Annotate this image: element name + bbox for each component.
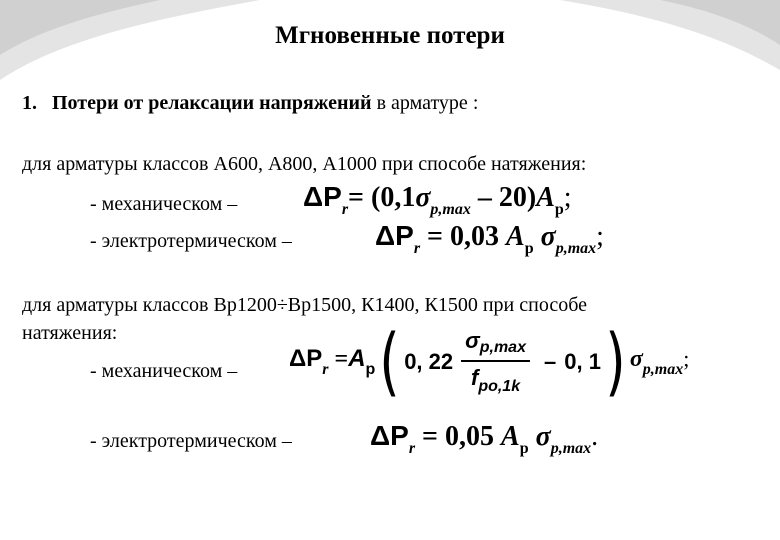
item-1-rest: в арматуре :	[371, 92, 479, 114]
sub-p: p	[524, 240, 534, 257]
formula-body: = (0,1	[348, 182, 416, 213]
sub-r: r	[413, 240, 421, 257]
sigma: σ	[533, 221, 556, 252]
sigma: σ	[528, 421, 551, 452]
item-1	[22, 92, 478, 115]
section1-mech-formula	[303, 181, 572, 219]
delta-p: ΔP	[370, 420, 409, 451]
formula-end: ;	[596, 221, 604, 252]
a-symbol: A	[506, 221, 525, 252]
sub-p: p	[554, 201, 564, 218]
a-symbol: A	[536, 182, 555, 213]
left-paren: (	[379, 319, 400, 405]
minus: –	[543, 349, 557, 374]
formula-end: ;	[563, 182, 572, 213]
section1-mech-label: - механическом –	[90, 193, 238, 215]
sub-r: r	[408, 440, 416, 457]
sub-pmax: p,max	[550, 440, 592, 457]
item-1-bold-text: Потери от релаксации напряжений	[52, 92, 372, 114]
right-paren: )	[605, 319, 626, 405]
sigma: σ	[415, 182, 431, 213]
a-symbol: A	[348, 345, 366, 372]
equals: =	[328, 346, 349, 372]
formula-body: = 0,03	[420, 221, 507, 252]
formula-tail: – 20)	[470, 182, 537, 213]
sub-pmax: p,max	[430, 201, 471, 218]
formula-end: .	[591, 421, 599, 452]
delta-p: ΔP	[289, 345, 323, 372]
section2-intro-line2: натяжения:	[22, 322, 118, 344]
coefficient: 0, 22	[404, 349, 454, 374]
fraction	[461, 328, 530, 396]
section2-el-label: - электротермическом –	[90, 430, 292, 452]
page-title: Мгновенные потери	[275, 22, 505, 49]
sigma: σ	[629, 345, 643, 372]
sub-p: p	[519, 440, 529, 457]
section2-intro-line1: для арматуры классов Вр1200÷Вр1500, К1400, К1500 при способе	[22, 294, 587, 316]
sub-pmax: p,max	[555, 240, 597, 257]
item-1-number: 1.	[22, 92, 37, 114]
delta-p: ΔP	[303, 181, 342, 212]
section2-mech-label: - механическом –	[90, 360, 238, 382]
sub-p: p	[365, 361, 376, 378]
fraction-numerator: σp,max	[465, 328, 526, 356]
a-symbol: A	[501, 421, 520, 452]
formula-body: = 0,05	[415, 421, 502, 452]
fraction-denominator: fpo,1k	[461, 360, 530, 396]
section1-intro: для арматуры классов А600, А800, А1000 при способе натяжения:	[22, 153, 587, 175]
sub-r: r	[341, 201, 349, 218]
one-tenth: 0, 1	[564, 349, 601, 374]
sub-r: r	[322, 361, 329, 378]
section1-el-label: - электротермическом –	[90, 230, 292, 252]
section2-el-formula	[370, 420, 598, 458]
formula-end: ;	[683, 345, 690, 371]
sub-pmax: p,max	[642, 360, 684, 378]
section2-mech-formula	[289, 319, 690, 405]
section1-el-formula	[375, 220, 604, 258]
delta-p: ΔP	[375, 220, 414, 251]
